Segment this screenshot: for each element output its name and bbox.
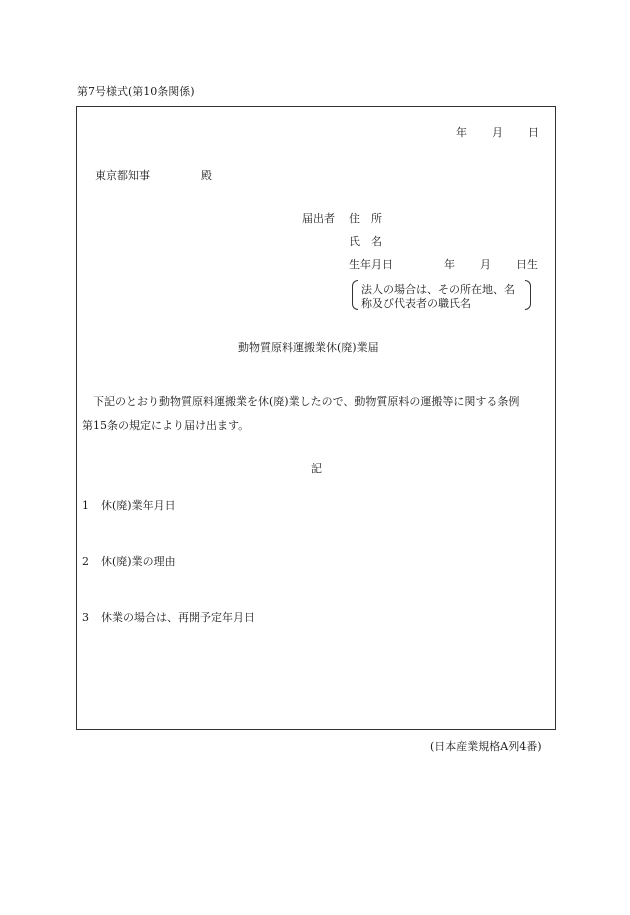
birthdate-label: 生年月日 [349,258,393,271]
birth-year-label: 年 [444,258,455,271]
item-2-label: 休(廃)業の理由 [101,555,176,568]
form-number: 第7号様式(第10条関係) [77,85,195,98]
date-month-label: 月 [492,126,503,139]
birth-day-label: 日生 [516,258,538,271]
body-paragraph [82,390,552,438]
address-label: 住 所 [349,212,382,225]
item-3-label: 休業の場合は、再開予定年月日 [101,611,255,624]
note-left-bracket [352,280,358,310]
ki-heading: 記 [311,462,322,475]
corporate-note-line2: 称及び代表者の職氏名 [361,297,471,310]
item-3-number: 3 [82,611,89,624]
document-title: 動物質原料運搬業休(廃)業届 [238,341,379,354]
notifier-label: 届出者 [302,212,335,225]
item-1-label: 休(廃)業年月日 [101,499,176,512]
corporate-note-line1: 法人の場合は、その所在地、名 [361,283,515,296]
note-right-bracket [525,280,531,310]
date-day-label: 日 [528,126,539,139]
birth-month-label: 月 [480,258,491,271]
paper-size-note: (日本産業規格A列4番) [430,740,542,753]
addressee-name: 東京都知事 [95,169,150,182]
addressee-honorific: 殿 [201,169,212,182]
date-year-label: 年 [456,126,467,139]
item-2-number: 2 [82,555,89,568]
name-label: 氏 名 [349,235,382,248]
item-1-number: 1 [82,499,89,512]
body-line-2: 第15条の規定により届け出ます。 [82,419,250,432]
body-line-1: 下記のとおり動物質原料運搬業を休(廃)業したので、動物質原料の運搬等に関する条例 [93,395,520,408]
